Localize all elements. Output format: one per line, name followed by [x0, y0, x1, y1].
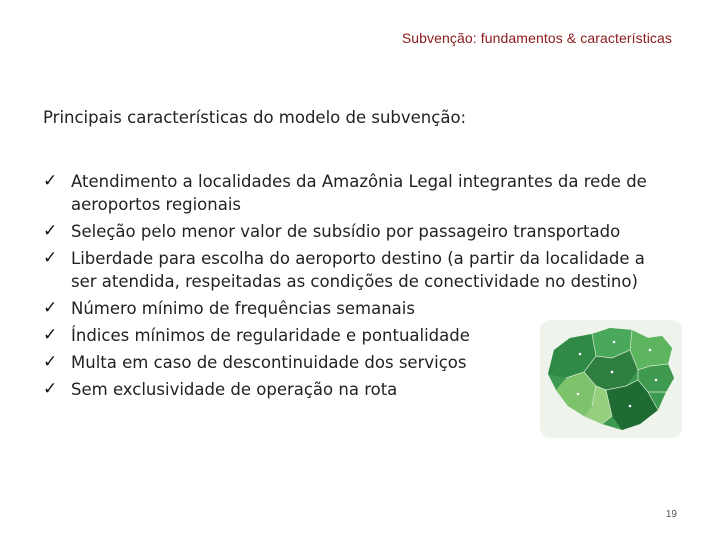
check-mark-icon: ✓ [43, 248, 58, 268]
list-item [43, 220, 683, 243]
bullet-text: Número mínimo de frequências semanais [71, 299, 415, 318]
check-mark-icon: ✓ [43, 298, 58, 318]
intro-text: Principais características do modelo de subvenção: [43, 108, 467, 127]
list-item [43, 170, 683, 216]
check-mark-icon: ✓ [43, 352, 58, 372]
check-mark-icon: ✓ [43, 221, 58, 241]
page-number: 19 [665, 509, 677, 520]
slide-title: Subvenção: fundamentos & características [401, 30, 672, 46]
check-mark-icon: ✓ [43, 379, 58, 399]
list-item [43, 247, 683, 293]
bullet-text: Liberdade para escolha do aeroporto destino (a partir da localidade a ser atendida, respeitadas as condições de conectividade no destino) [71, 249, 645, 291]
amazonia-legal-map [540, 320, 682, 438]
bullet-text: Multa em caso de descontinuidade dos serviços [71, 353, 467, 372]
bullet-text: Seleção pelo menor valor de subsídio por passageiro transportado [71, 222, 621, 241]
bullet-text: Atendimento a localidades da Amazônia Legal integrantes da rede de aeroportos regionais [71, 172, 647, 214]
bullet-text: Sem exclusividade de operação na rota [71, 380, 398, 399]
list-item [43, 297, 683, 320]
bullet-text: Índices mínimos de regularidade e pontualidade [71, 326, 470, 345]
check-mark-icon: ✓ [43, 171, 58, 191]
check-mark-icon: ✓ [43, 325, 58, 345]
